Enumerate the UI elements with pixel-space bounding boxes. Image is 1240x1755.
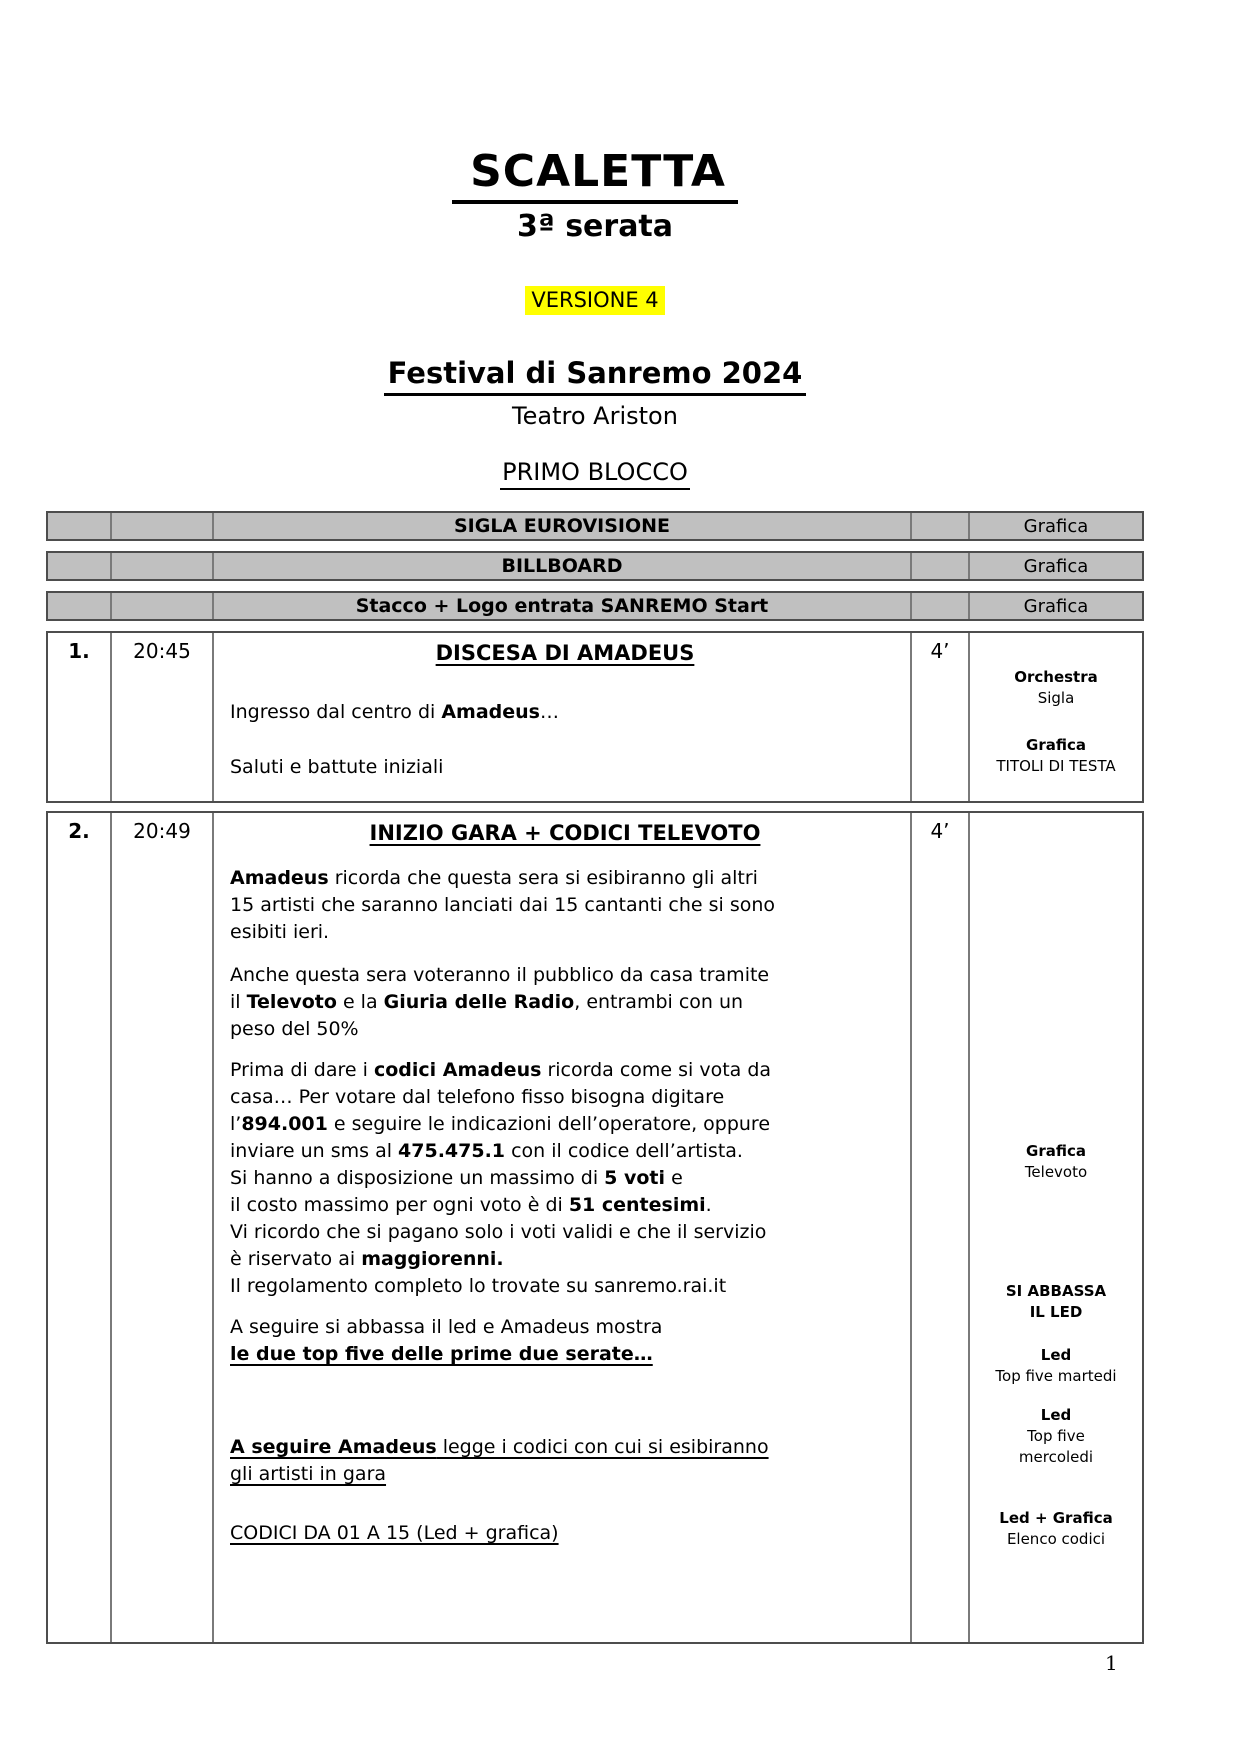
note-text: Top five martedi [995, 1367, 1117, 1385]
block-title-block [46, 457, 1144, 490]
banner-title: Stacco + Logo entrata SANREMO Start [214, 593, 912, 619]
page-title: SCALETTA [452, 146, 738, 204]
banner-duration-cell [912, 553, 970, 579]
text-segment: maggiorenni. [361, 1248, 504, 1270]
text-segment: 51 centesimi [568, 1194, 706, 1216]
text-segment: il costo massimo per ogni voto è di [230, 1194, 569, 1216]
text-segment: 894.001 [241, 1113, 328, 1135]
text-segment: … [540, 701, 559, 723]
text-segment: è riservato ai [230, 1248, 362, 1270]
paragraph [230, 962, 900, 1043]
row-number: 1. [48, 633, 112, 801]
note-label: Grafica [1026, 736, 1086, 754]
text-segment: peso del 50% [230, 1018, 359, 1040]
text-segment: inviare un sms al [230, 1140, 399, 1162]
banner-duration-cell [912, 513, 970, 539]
text-segment: il [230, 991, 247, 1013]
text-segment: Ingresso dal centro di [230, 701, 442, 723]
banner-title: SIGLA EUROVISIONE [214, 513, 912, 539]
row-number: 2. [48, 813, 112, 1642]
rundown-row [46, 811, 1144, 1644]
paragraph [230, 1520, 900, 1547]
text-segment: CODICI DA 01 A 15 (Led + grafica) [230, 1522, 559, 1544]
text-segment: Amadeus [230, 867, 329, 889]
note-block [970, 735, 1142, 777]
text-segment: ricorda come si vota da [541, 1059, 772, 1081]
text-segment: A seguire Amadeus [230, 1436, 437, 1458]
paragraph [230, 1057, 900, 1300]
text-segment: e la [336, 991, 384, 1013]
note-text: Elenco codici [1006, 1530, 1106, 1548]
note-label: Orchestra [1014, 668, 1098, 686]
banner-num-cell [48, 593, 112, 619]
event-title: Festival di Sanremo 2024 [384, 355, 807, 396]
row-notes [970, 633, 1142, 801]
note-label: Led + Grafica [999, 1509, 1113, 1527]
rundown-row [46, 631, 1144, 803]
note-text: mercoledi [1018, 1448, 1094, 1466]
row-duration: 4’ [912, 813, 970, 1642]
text-segment: codici Amadeus [373, 1059, 542, 1081]
text-segment: 15 artisti che saranno lanciati dai 15 cantanti che si sono [230, 894, 776, 916]
paragraph [230, 1434, 900, 1488]
text-segment: Televoto [246, 991, 337, 1013]
banner-num-cell [48, 553, 112, 579]
text-segment: le due top five delle prime due serate… [230, 1343, 653, 1365]
note-block [970, 1508, 1142, 1550]
text-segment: e [665, 1167, 683, 1189]
text-segment: Vi ricordo che si pagano solo i voti validi e che il servizio [230, 1221, 767, 1243]
version-badge: VERSIONE 4 [525, 286, 664, 315]
note-text: Televoto [1024, 1163, 1088, 1181]
text-segment: gli artisti in gara [230, 1463, 387, 1485]
paragraph [230, 1314, 900, 1368]
banner-rows [46, 511, 1144, 621]
venue: Teatro Ariston [512, 402, 678, 430]
event-title-block [46, 355, 1144, 396]
paragraph [230, 865, 900, 946]
banner-duration-cell [912, 593, 970, 619]
note-label: IL LED [1029, 1303, 1083, 1321]
row-body [214, 633, 912, 801]
text-segment: legge i codici con cui si esibiranno [436, 1436, 769, 1458]
banner-num-cell [48, 513, 112, 539]
note-text: Sigla [1037, 689, 1075, 707]
note-label: Grafica [1026, 1142, 1086, 1160]
banner-note: Grafica [1023, 555, 1089, 577]
page-number: 1 [1105, 1651, 1118, 1675]
version-block [46, 286, 1144, 315]
rundown-rows [46, 631, 1144, 1644]
row-notes [970, 813, 1142, 1642]
note-label: Led [1040, 1346, 1072, 1364]
row-title: DISCESA DI AMADEUS [435, 641, 695, 665]
note-label: Led [1040, 1406, 1072, 1424]
row-title: INIZIO GARA + CODICI TELEVOTO [369, 821, 761, 845]
text-segment: A seguire si abbassa il led e Amadeus mostra [230, 1316, 663, 1338]
banner-time-cell [112, 553, 214, 579]
paragraph [230, 754, 900, 781]
text-segment: , entrambi con un [574, 991, 744, 1013]
text-segment: esibiti ieri. [230, 921, 330, 943]
text-segment: Amadeus [441, 701, 540, 723]
note-block [970, 1141, 1142, 1183]
note-block [970, 667, 1142, 709]
banner-time-cell [112, 513, 214, 539]
block-title: PRIMO BLOCCO [500, 457, 690, 490]
paragraph [230, 699, 900, 726]
text-segment: 5 voti [604, 1167, 666, 1189]
text-segment: Si hanno a disposizione un massimo di [230, 1167, 605, 1189]
banner-row [46, 551, 1144, 581]
text-segment: casa… Per votare dal telefono fisso bisogna digitare [230, 1086, 725, 1108]
note-block [970, 1281, 1142, 1323]
row-body [214, 813, 912, 1642]
banner-time-cell [112, 593, 214, 619]
title-block [46, 0, 1144, 204]
text-segment: Anche questa sera voteranno il pubblico da casa tramite [230, 964, 770, 986]
text-segment: 475.475.1 [398, 1140, 506, 1162]
row-time: 20:49 [112, 813, 214, 1642]
text-segment: Prima di dare i [230, 1059, 374, 1081]
text-segment: Giuria delle Radio [383, 991, 575, 1013]
banner-row [46, 511, 1144, 541]
text-segment: ricorda che questa sera si esibiranno gli altri [328, 867, 758, 889]
text-segment: l’ [230, 1113, 242, 1135]
note-text: Top five [1027, 1427, 1085, 1445]
text-segment: . [705, 1194, 712, 1216]
banner-note: Grafica [1023, 595, 1089, 617]
text-segment: e seguire le indicazioni dell’operatore, oppure [327, 1113, 771, 1135]
text-segment: Il regolamento completo lo trovate su sanremo.rai.it [230, 1275, 727, 1297]
page-subtitle: 3ª serata [516, 209, 674, 244]
note-label: SI ABBASSA [1005, 1282, 1107, 1300]
note-block [970, 1345, 1142, 1387]
note-block [970, 1405, 1142, 1468]
document-content [46, 0, 1144, 1652]
banner-title: BILLBOARD [214, 553, 912, 579]
banner-row [46, 591, 1144, 621]
text-segment: Saluti e battute iniziali [230, 756, 444, 778]
row-time: 20:45 [112, 633, 214, 801]
banner-note: Grafica [1023, 515, 1089, 537]
text-segment: con il codice dell’artista. [505, 1140, 743, 1162]
note-text: TITOLI DI TESTA [996, 757, 1116, 775]
row-duration: 4’ [912, 633, 970, 801]
